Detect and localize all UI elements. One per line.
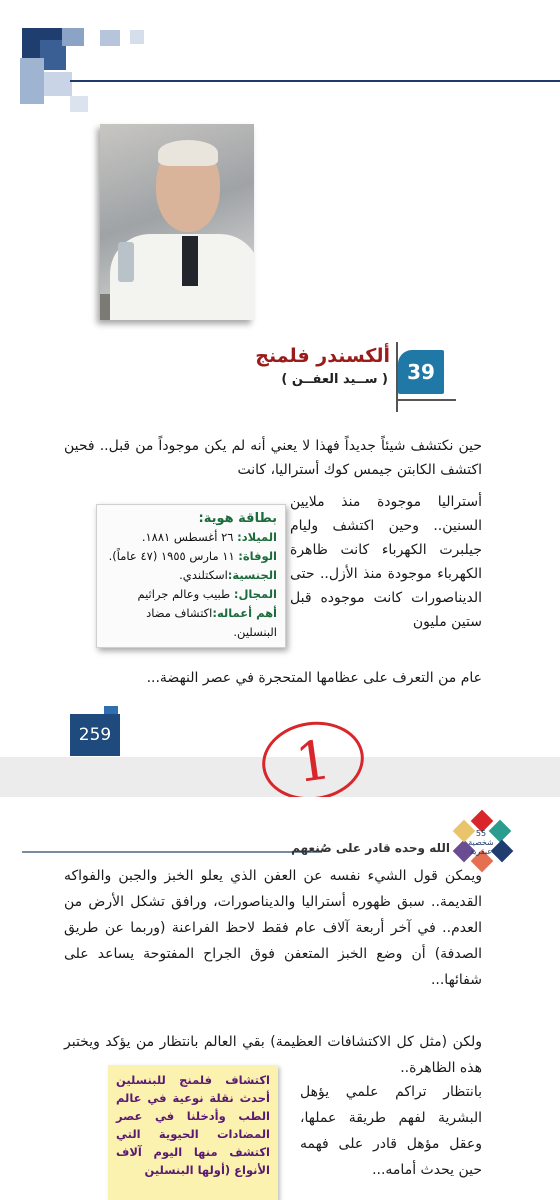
handwritten-circled-number: 1	[257, 715, 369, 806]
id-card-heading: بطاقة هوية:	[198, 511, 277, 526]
paragraph-waiting: ولكن (مثل كل الاكتشافات العظيمة) بقي العالم بانتظار من يؤكد ويختبر هذه الظاهرة..	[64, 1034, 482, 1076]
paragraph-side: أستراليا موجودة منذ ملايين السنين.. وحين اكتشف وليام جيلبرت الكهرباء كانت ظاهرة الكهرباء موجودة منذ الأزل.. حتى الديناصورات كانت موجوده قبل ستين مليون	[290, 494, 482, 630]
header-rule	[70, 80, 560, 82]
id-card-box	[96, 504, 286, 648]
person-nickname: ( ســيد العفــن )	[281, 372, 388, 387]
portrait-photo	[100, 124, 254, 320]
header-rule	[22, 851, 322, 853]
title-rule	[396, 399, 456, 401]
running-header: الله وحده قادر على صُنعهم	[291, 841, 450, 855]
page-number: 259	[70, 714, 120, 756]
paragraph-end: عام من التعرف على عظامها المتحجرة في عصر النهضة...	[146, 670, 482, 686]
id-death-row: الوفاة: ١١ مارس ١٩٥٥ (٤٧ عاماً).	[108, 549, 277, 563]
logo-text: 55 شخصية عبقرية	[468, 829, 494, 856]
paragraph-mold: ويمكن قول الشيء نفسه عن العفن الذي يعلو الخبز والجبن والفواكه القديمة.. سبق ظهوره أستراليا والديناصورات، ورافق تشكل الأرض من العدم.. في آخر أربعة آلاف عام فقط لاحظ الفراعنة (وربما عن طريق الصدفة) أن وضع الخبز المتعفن فوق الجراح المفتوحة يساعد على شفائها...	[64, 868, 482, 988]
id-field-row: المجال: طبيب وعالم جراثيم	[137, 587, 277, 601]
header-decoration	[0, 0, 560, 120]
id-works-row: أهم أعماله:اكتشاف مضاد البنسلين.	[146, 606, 277, 639]
book-page-next	[0, 797, 560, 1200]
id-birth-row: الميلاد: ٢٦ أغسطس ١٨٨١.	[141, 530, 277, 544]
paragraph-intro: حين نكتشف شيئاً جديداً فهذا لا يعني أنه لم يكن موجوداً من قبل.. فحين اكتشف الكابتن جيمس كوك أستراليا، كانت	[64, 438, 482, 478]
paragraph-science: بانتظار تراكم علمي يؤهل البشرية لفهم طريقة عملها، وعقل مؤهل قادر على فهمه حين يحدث أمامه...	[300, 1084, 482, 1178]
entry-number-badge: 39	[398, 350, 444, 394]
person-name: ألكسندر فلمنج	[255, 345, 390, 367]
id-nationality-row: الجنسية:اسكتلندي.	[179, 568, 277, 582]
highlight-note-box: اكتشاف فلمنج للبنسلين أحدث نقلة نوعية في عالم الطب وأدخلنا في عصر المضادات الحيوية التي اكتشف منها اليوم آلاف الأنواع (أولها البنسلين	[108, 1065, 278, 1200]
